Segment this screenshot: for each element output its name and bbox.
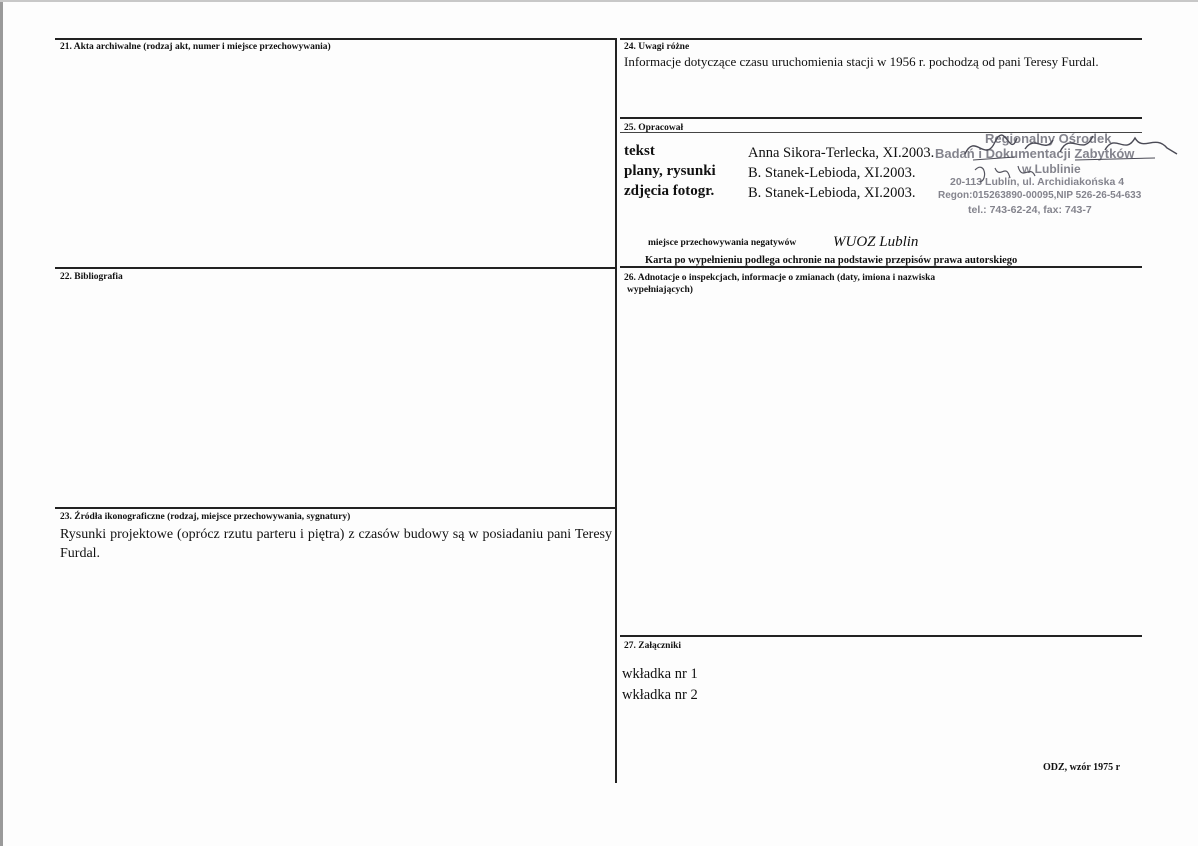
label-tekst: tekst [624,143,655,159]
center-divider [615,38,617,783]
section-24-text: Informacje dotyczące czasu uruchomienia stacji w 1956 r. pochodzą od pani Teresy Furdal. [624,54,1099,69]
rule-26 [620,266,1142,268]
negatives-value: WUOZ Lublin [833,234,919,250]
stamp-line3: w Lublinie [1022,162,1081,176]
section-24-title: 24. Uwagi różne [624,42,690,52]
section-25-title: 25. Opracował [624,123,684,133]
copyright-note: Karta po wypełnieniu podlega ochronie na podstawie przepisów prawa autorskiego [645,255,1018,266]
form-version: ODZ, wzór 1975 r [1043,762,1121,773]
stamp-line6: tel.: 743-62-24, fax: 743-7 [968,204,1092,216]
stamp-line1: Regionalny Ośrodek [985,131,1112,146]
value-zdjecia: B. Stanek-Lebioda, XI.2003. [748,185,916,201]
stamp-line4: 20-113 Lublin, ul. Archidiakońska 4 [950,176,1125,188]
section-21-title: 21. Akta archiwalne (rodzaj akt, numer i miejsce przechowywania) [60,42,331,52]
rule-23 [55,507,617,509]
rule-27 [620,635,1142,637]
section-23-text: Rysunki projektowe (oprócz rzutu parteru i piętra) z czasów budowy są w posiadaniu pani Teresy Furdal. [60,527,612,561]
section-22-title: 22. Bibliografia [60,272,123,282]
section-23-title: 23. Źródła ikonograficzne (rodzaj, miejsce przechowywania, sygnatury) [60,512,351,522]
scan-edge-top [0,0,1198,2]
label-plany: plany, rysunki [624,163,716,179]
section-26-title-cont: wypełniających) [627,285,693,295]
section-27-title: 27. Załączniki [624,641,682,651]
attachment-item: wkładka nr 2 [622,687,698,703]
rule-25 [620,117,1142,119]
value-plany: B. Stanek-Lebioda, XI.2003. [748,165,916,181]
stamp-line2: Badań i Dokumentacji Zabytków [935,146,1135,161]
stamp-line5: Regon:015263890-00095,NIP 526-26-54-633 [938,190,1142,201]
attachment-item: wkładka nr 1 [622,666,698,682]
scan-edge [0,0,3,846]
negatives-label: miejsce przechowywania negatywów [648,238,797,248]
rule-top-left [55,38,617,40]
section-26-title: 26. Adnotacje o inspekcjach, informacje o zmianach (daty, imiona i nazwiska [624,273,936,283]
rule-top-right [620,38,1142,40]
rule-22 [55,267,617,269]
label-zdjecia: zdjęcia fotogr. [624,183,715,199]
initials-scribble [970,160,1040,188]
value-tekst: Anna Sikora-Terlecka, XI.2003. [748,145,935,161]
